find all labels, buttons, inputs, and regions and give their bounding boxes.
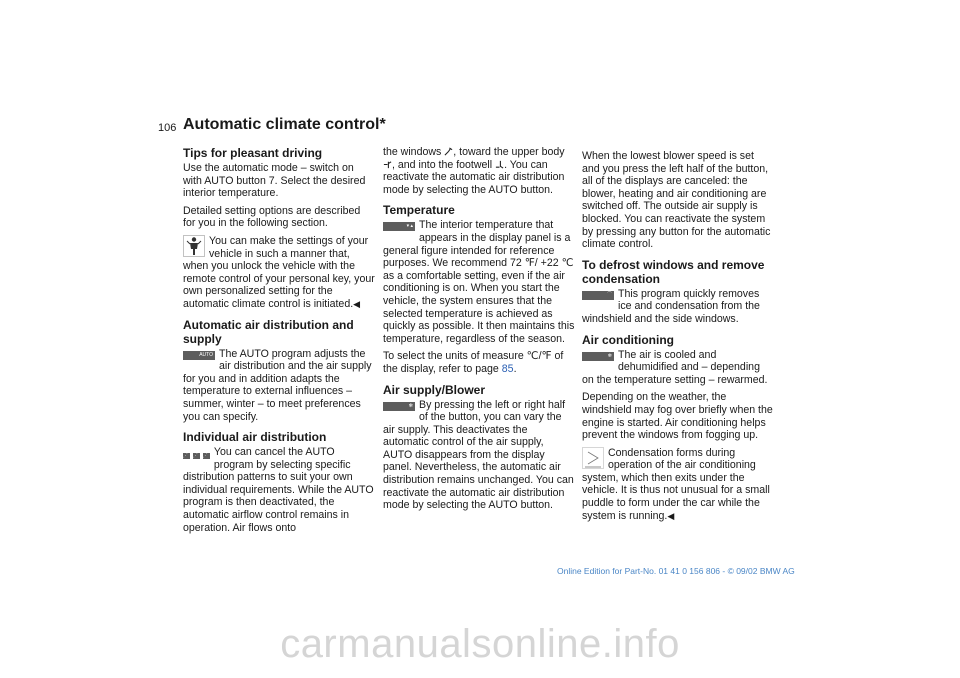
column-2 [383, 146, 575, 517]
end-marker-icon: ◀ [353, 298, 361, 309]
lowest-blower-paragraph: When the lowest blower speed is set and you press the left half of the button, all of the displays are canceled: the blower, heating and air conditioning are switched off. The outside air supply is blocked. You can reactivate the system by pressing any button for the automatic climate control. [582, 150, 771, 251]
auto-paragraph [183, 348, 375, 424]
air-supply-text: By pressing the left or right half of the button, you can vary the air supply. This deactivates the automatic control of the air supply, AUTO disappears from the display panel. Nevertheless, the automatic air distribution remains unchanged. You can reactivate the automatic air distribution mode by selecting the AUTO button. [383, 398, 574, 512]
defrost-paragraph [582, 288, 774, 326]
distribution-continued [383, 146, 575, 196]
upper-body-text: , toward the upper body [453, 146, 565, 158]
auto-button-icon: AUTO [183, 351, 215, 360]
ac-text-1: The air is cooled and dehumidified and – depending on the temperature setting – rewarmed. [582, 348, 768, 386]
blower-button-icon: ✻ [383, 402, 415, 411]
individual-text: You can cancel the AUTO program by selecting specific distribution patterns to suit your own individual requirements. While the AUTO program is then deactivated, the automatic airflow control remains in operation. Air flows onto [183, 446, 374, 534]
heading-tips: Tips for pleasant driving [183, 146, 323, 160]
auto-text: The AUTO program adjusts the air distribution and the air supply for you and in addition adapts the temperature to external influences – summer, winter – to meet preferences you can specify. [183, 347, 372, 423]
note-triangle-icon [582, 447, 604, 469]
defrost-text: This program quickly removes ice and condensation from the windshield and the side windows. [582, 287, 760, 325]
windows-text: the windows [383, 146, 442, 158]
upper-body-flow-icon [383, 160, 392, 169]
page-number: 106 [158, 122, 177, 134]
condensation-text: Condensation forms during operation of the air conditioning system, which then exits under the vehicle. It is thus not unusual for a small puddle to form under the car while the system is running. [582, 446, 770, 522]
windshield-flow-icon [444, 147, 453, 156]
condensation-note [582, 447, 774, 523]
air-supply-paragraph [383, 399, 575, 512]
page-title: Automatic climate control* [183, 116, 386, 133]
heading-defrost: To defrost windows and remove condensation [582, 257, 765, 286]
footwell-flow-icon [495, 160, 504, 169]
windshield-button: ⋰ [183, 453, 188, 460]
tips-paragraph-2: Detailed setting options are described for you in the following section. [183, 204, 361, 230]
temperature-button-icon: ▾ ▴ [383, 222, 415, 231]
reactivate-text: . You can reactivate the automatic air distribution mode by selecting the AUTO button. [383, 158, 565, 196]
temperature-text: The interior temperature that appears in the display panel is a general figure intended for reference purposes. We recommend 72 ℉/ +22 ℃ as a comfortable setting, even if the air conditioning is on. When you start the vehicle, the system ensures that the selected temperature is achieved as quickly as possible. It then maintains this temperature, regardless of the season. [383, 219, 575, 345]
heading-auto-distribution: Automatic air distribution and supply [183, 317, 354, 346]
defrost-button-icon: ⌒ [582, 291, 614, 300]
footwell-text: , and into the footwell [392, 158, 493, 171]
watermark: carmanualsonline.info [280, 622, 680, 666]
person-note-icon [183, 235, 205, 257]
ac-button-icon: ❄ [582, 352, 614, 361]
page-85-link[interactable]: 85 [501, 362, 514, 375]
temperature-paragraph [383, 219, 575, 345]
heading-individual-distribution: Individual air distribution [183, 430, 327, 445]
ac-paragraph-2: Depending on the weather, the windshield may fog over briefly when the engine is started. Air conditioning helps prevent the windows from fogging up. [582, 391, 773, 442]
units-paragraph [383, 350, 575, 375]
heading-temperature: Temperature [383, 203, 455, 218]
heading-air-supply: Air supply/Blower [383, 382, 486, 397]
end-marker-icon: ◀ [667, 510, 675, 521]
units-text: To select the units of measure ℃/℉ of the display, refer to page [383, 350, 564, 375]
personalization-note [183, 235, 375, 311]
footwell-button: ⋰ [202, 453, 208, 460]
column-3 [582, 150, 774, 527]
column-1 [183, 146, 375, 539]
footer-edition: Online Edition for Part-No. 01 41 0 156 806 - © 09/02 BMW AG [557, 566, 795, 576]
individual-paragraph [183, 446, 375, 534]
heading-air-conditioning: Air conditioning [582, 332, 674, 347]
tips-paragraph-1: Use the automatic mode – switch on with AUTO button 7. Select the desired interior temperature. [183, 162, 366, 200]
air-distribution-button-icon [183, 448, 210, 461]
ac-paragraph-1 [582, 349, 774, 387]
upper-body-button: ⋰ [192, 453, 198, 460]
note-text: You can make the settings of your vehicle in such a manner that, when you unlock the vehicle with the remote control of your personal key, your own personalized setting for the automatic climate control is initiated. [183, 234, 375, 310]
units-period: . [513, 362, 517, 375]
